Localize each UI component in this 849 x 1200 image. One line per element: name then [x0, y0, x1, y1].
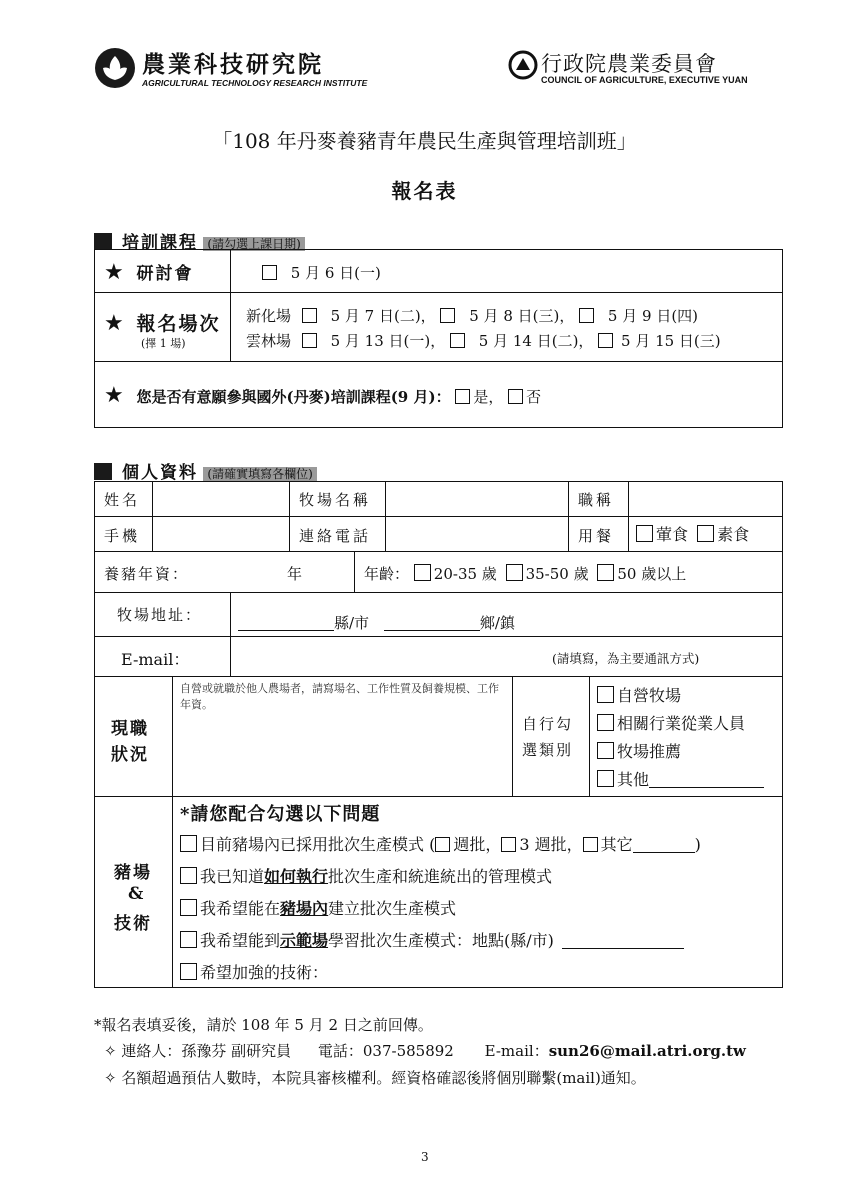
atri-en: AGRICULTURAL TECHNOLOGY RESEARCH INSTITUTE: [142, 78, 368, 88]
meat-checkbox[interactable]: [636, 525, 653, 542]
seminar-checkbox[interactable]: [262, 265, 277, 280]
self-farm-checkbox[interactable]: [597, 686, 614, 703]
q1-checkbox[interactable]: [180, 835, 197, 852]
seminar-row: ★ 研討會: [104, 260, 194, 285]
session-row: ★ 報名場次: [104, 311, 221, 336]
job-title-label: 職稱: [578, 491, 615, 509]
other-checkbox[interactable]: [597, 770, 614, 787]
status-label-2: 狀況: [111, 745, 149, 765]
age-50plus-checkbox[interactable]: [597, 564, 614, 581]
mobile-label: 手機: [104, 527, 141, 545]
question-2: 我已知道如何執行批次生產和統進統出的管理模式: [180, 864, 552, 887]
age-20-35-checkbox[interactable]: [414, 564, 431, 581]
square-bullet-icon: [94, 233, 112, 250]
question-5: 希望加強的技術：: [180, 960, 328, 983]
q4-location-blank[interactable]: [562, 948, 684, 949]
veg-checkbox[interactable]: [697, 525, 714, 542]
township-blank[interactable]: [384, 630, 480, 631]
page-number: 3: [421, 1150, 429, 1164]
atri-name: 農業科技研究院: [142, 51, 324, 78]
status-hint: 自營或就職於他人農場者，請寫場名、工作性質及飼養規模、工作年資。: [180, 682, 499, 711]
question-1: 目前豬場內已採用批次生產模式 ( 週批， 3 週批， 其它 ): [180, 832, 701, 855]
atri-logo-icon: [95, 48, 135, 88]
coa-logo-icon: [508, 50, 538, 80]
yunlin-row: 雲林場 5 月 13 日(一)， 5 月 14 日(二)， 5 月 15 日(三): [246, 332, 721, 350]
footer-notice: ✧ 名額超過預估人數時，本院具審核權利。經資格確認後將個別聯繫(mail)通知。: [104, 1069, 646, 1087]
other-blank[interactable]: [649, 787, 764, 788]
section2-note: (請確實填寫各欄位): [203, 467, 316, 481]
session-sub: (擇 1 場): [141, 337, 186, 350]
q2-checkbox[interactable]: [180, 867, 197, 884]
name-label: 姓名: [104, 491, 141, 509]
self-check-1: 自行勾: [522, 715, 574, 733]
address-fields: 縣/市 鄉/鎮: [238, 612, 515, 633]
page-title: 「108 年丹麥養豬青年農民生產與管理培訓班」: [212, 129, 637, 153]
contact-phone-label: 連絡電話: [299, 527, 372, 545]
meal-options: 葷食 素食: [636, 522, 749, 545]
years-unit: 年: [287, 565, 303, 583]
xinhua-2-checkbox[interactable]: [440, 308, 455, 323]
question-4: 我希望能到示範場學習批次生產模式：地點(縣/市): [180, 928, 684, 951]
q1-3week-checkbox[interactable]: [501, 837, 516, 852]
xinhua-1-checkbox[interactable]: [302, 308, 317, 323]
age-35-50-checkbox[interactable]: [506, 564, 523, 581]
recommend-checkbox[interactable]: [597, 742, 614, 759]
abroad-row: ★ 您是否有意願參與國外(丹麥)培訓課程(9 月)： 是， 否: [104, 383, 542, 408]
age-row: 年齡： 20-35 歲 35-50 歲 50 歲以上: [364, 565, 687, 583]
xinhua-row: 新化場 5 月 7 日(二)， 5 月 8 日(三)， 5 月 9 日(四): [246, 307, 699, 325]
star-icon: ★: [104, 260, 124, 285]
email-label: E-mail：: [121, 650, 190, 669]
email-hint: (請填寫，為主要通訊方式): [552, 651, 700, 666]
yunlin-2-checkbox[interactable]: [450, 333, 465, 348]
status-option-2[interactable]: 相關行業從業人員: [597, 711, 745, 734]
yunlin-1-checkbox[interactable]: [302, 333, 317, 348]
q3-checkbox[interactable]: [180, 899, 197, 916]
abroad-yes-checkbox[interactable]: [455, 389, 470, 404]
farm-label-3: 技術: [114, 914, 152, 934]
status-option-1[interactable]: 自營牧場: [597, 683, 681, 706]
farm-name-label: 牧場名稱: [299, 491, 372, 509]
section1-heading: 培訓課程 (請勾選上課日期): [94, 228, 305, 253]
status-option-3[interactable]: 牧場推薦: [597, 739, 681, 762]
form-title: 報名表: [391, 179, 458, 203]
question-3: 我希望能在豬場內建立批次生產模式: [180, 896, 456, 919]
star-icon: ★: [104, 383, 124, 408]
footer-deadline: *報名表填妥後，請於 108 年 5 月 2 日之前回傳。: [94, 1016, 433, 1034]
abroad-no-checkbox[interactable]: [508, 389, 523, 404]
coa-en: COUNCIL OF AGRICULTURE, EXECUTIVE YUAN: [541, 75, 748, 85]
q1-other-blank[interactable]: [633, 852, 695, 853]
coa-name: 行政院農業委員會: [541, 52, 717, 76]
q4-checkbox[interactable]: [180, 931, 197, 948]
q1-other-checkbox[interactable]: [583, 837, 598, 852]
contact-email[interactable]: sun26@mail.atri.org.tw: [548, 1042, 746, 1060]
seminar-option[interactable]: 5 月 6 日(一): [262, 262, 381, 283]
related-checkbox[interactable]: [597, 714, 614, 731]
yunlin-3-checkbox[interactable]: [598, 333, 613, 348]
county-blank[interactable]: [238, 630, 334, 631]
self-check-2: 選類別: [522, 741, 574, 759]
square-bullet-icon: [94, 463, 112, 480]
atri-logo: [95, 48, 135, 88]
q1-weekly-checkbox[interactable]: [435, 837, 450, 852]
coa-logo: [508, 50, 538, 80]
meal-label: 用餐: [578, 527, 615, 545]
q5-checkbox[interactable]: [180, 963, 197, 980]
star-icon: ★: [104, 311, 124, 336]
farm-label-1: 豬場: [114, 863, 152, 883]
status-label-1: 現職: [111, 719, 149, 739]
section1-note: (請勾選上課日期): [203, 237, 304, 251]
section2-heading: 個人資料 (請確實填寫各欄位): [94, 458, 317, 483]
xinhua-3-checkbox[interactable]: [579, 308, 594, 323]
footer-contact: ✧ 連絡人：孫豫芬 副研究員 電話：037-585892 E-mail：sun26@mail.atri.org.tw: [104, 1042, 746, 1060]
farm-label-2: &: [128, 884, 144, 904]
address-label: 牧場地址：: [117, 606, 203, 624]
questions-heading: *請您配合勾選以下問題: [180, 804, 381, 825]
years-label: 養豬年資：: [104, 565, 190, 583]
status-option-4[interactable]: 其他: [597, 767, 764, 790]
